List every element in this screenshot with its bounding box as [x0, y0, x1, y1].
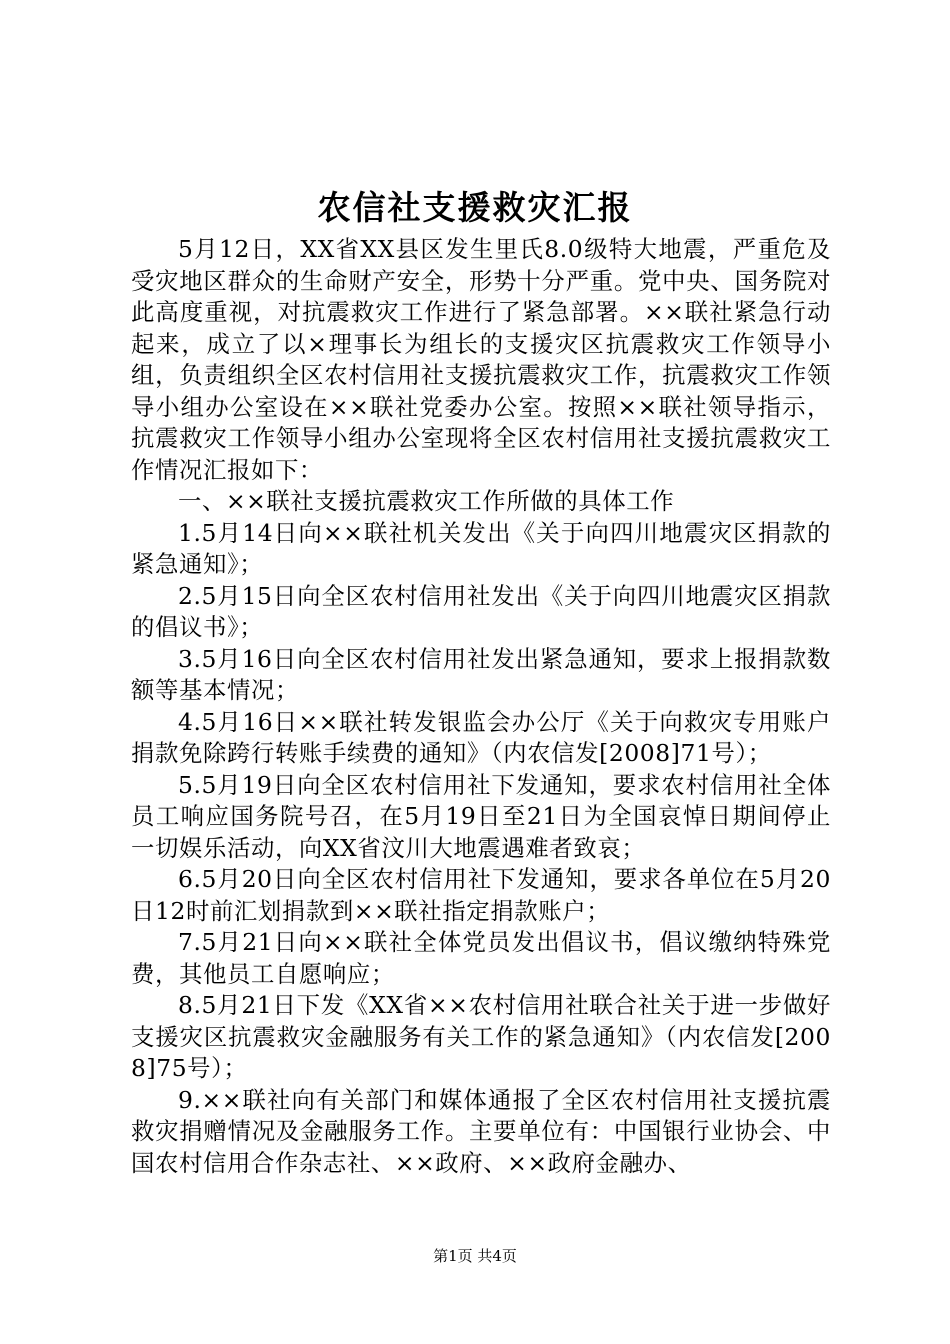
list-item: 9.××联社向有关部门和媒体通报了全区农村信用社支援抗震救灾捐赠情况及金融服务工作。主要单位有：中国银行业协会、中国农村信用合作杂志社、××政府、××政府金融办、: [131, 1085, 831, 1177]
list-item: 5.5月19日向全区农村信用社下发通知，要求农村信用社全体员工响应国务院号召，在5月19日至21日为全国哀悼日期间停止一切娱乐活动，向XX省汶川大地震遇难者致哀；: [131, 770, 831, 862]
list-item: 6.5月20日向全区农村信用社下发通知，要求各单位在5月20日12时前汇划捐款到××联社指定捐款账户；: [131, 865, 831, 925]
list-item: 4.5月16日××联社转发银监会办公厅《关于向救灾专用账户捐款免除跨行转账手续费的通知》（内农信发[2008]71号）；: [131, 707, 831, 767]
document-body: [131, 234, 831, 1179]
section-heading: 一、××联社支援抗震救灾工作所做的具体工作: [178, 487, 675, 515]
paragraph-intro: 5月12日，XX省XX县区发生里氏8.0级特大地震，严重危及受灾地区群众的生命财产安全，形势十分严重。党中央、国务院对此高度重视，对抗震救灾工作进行了紧急部署。××联社紧急行动起来，成立了以×理事长为组长的支援灾区抗震救灾工作领导小组，负责组织全区农村信用社支援抗震救灾工作，抗震救灾工作领导小组办公室设在××联社党委办公室。按照××联社领导指示，抗震救灾工作领导小组办公室现将全区农村信用社支援抗震救灾工作情况汇报如下：: [131, 235, 831, 484]
list-item: 3.5月16日向全区农村信用社发出紧急通知，要求上报捐款数额等基本情况；: [131, 644, 831, 704]
list-item: 1.5月14日向××联社机关发出《关于向四川地震灾区捐款的紧急通知》；: [131, 518, 831, 578]
list-item: 7.5月21日向××联社全体党员发出倡议书，倡议缴纳特殊党费，其他员工自愿响应；: [131, 928, 831, 988]
list-item: 2.5月15日向全区农村信用社发出《关于向四川地震灾区捐款的倡议书》；: [131, 581, 831, 641]
document-title: 农信社支援救灾汇报: [317, 188, 633, 227]
list-item: 8.5月21日下发《XX省××农村信用社联合社关于进一步做好支援灾区抗震救灾金融服务有关工作的紧急通知》（内农信发[2008]75号）；: [131, 991, 831, 1082]
page-number-footer: 第1页 共4页: [433, 1247, 517, 1265]
